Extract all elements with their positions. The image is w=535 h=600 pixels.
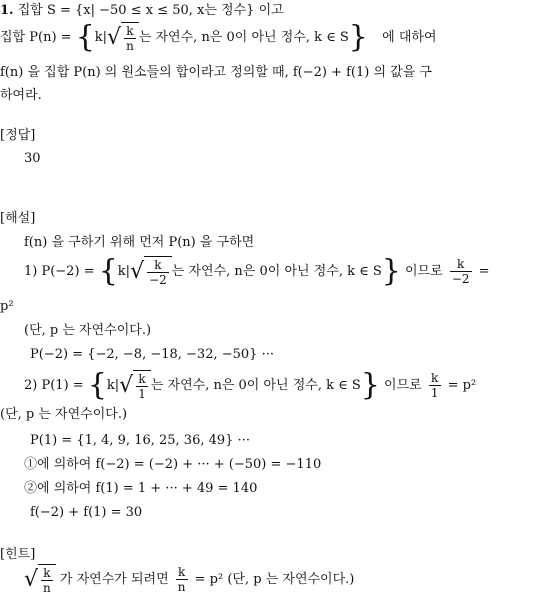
hint-tail: = p² (단, p 는 자연수이다.) bbox=[194, 572, 355, 587]
sqrt-radical: √ bbox=[130, 258, 145, 284]
brace-open: { bbox=[98, 253, 118, 289]
set-builder-k: k| bbox=[94, 30, 108, 45]
final-result: f(−2) + f(1) = 30 bbox=[30, 505, 143, 520]
fraction-denominator: −2 bbox=[451, 272, 470, 286]
fraction-k-over-neg2 bbox=[450, 257, 472, 286]
fraction-numerator: k bbox=[429, 371, 441, 386]
set-condition: 는 자연수, n은 0이 아닌 정수, k ∈ S bbox=[171, 264, 382, 279]
step-2-tail: 이므로 bbox=[384, 378, 422, 393]
step-1-set: P(−2) = {−2, −8, −18, −32, −50} ··· bbox=[30, 347, 274, 362]
sqrt-k-over-n bbox=[107, 22, 139, 53]
sqrt-numerator: k bbox=[124, 24, 136, 39]
step-2-note: (단, p 는 자연수이다.) bbox=[0, 407, 128, 422]
sqrt-k-over-1 bbox=[119, 370, 151, 401]
fraction-numerator: k bbox=[450, 257, 472, 272]
answer-label: [정답] bbox=[0, 128, 36, 143]
brace-open: { bbox=[75, 19, 95, 55]
hint-label: [힌트] bbox=[0, 547, 36, 562]
problem-text-3: f(n) 을 집합 P(n) 의 원소들의 합이라고 정의할 때, f(−2) + f(1) 의 값을 구 bbox=[0, 65, 432, 80]
step-1-wrap: p² bbox=[0, 299, 14, 314]
step-1-label: 1) P(−2) = bbox=[24, 264, 95, 279]
problem-line-3 bbox=[0, 64, 432, 82]
solution-label: [해설] bbox=[0, 211, 36, 226]
sqrt-radical: √ bbox=[119, 372, 134, 398]
fraction-denominator: 1 bbox=[430, 386, 439, 400]
fraction-numerator: k bbox=[176, 565, 188, 580]
hint-mid: 가 자연수가 되려면 bbox=[59, 572, 169, 587]
conclusion-1: ①에 의하여 f(−2) = (−2) + ··· + (−50) = −110 bbox=[24, 457, 322, 472]
problem-line-1 bbox=[0, 2, 284, 20]
sqrt-k-over-neg2 bbox=[130, 256, 172, 287]
set-builder-k: k| bbox=[117, 264, 131, 279]
problem-line-2 bbox=[0, 19, 437, 55]
sqrt-denominator: −2 bbox=[149, 273, 167, 287]
step-1-tail: 이므로 bbox=[405, 264, 443, 279]
brace-open: { bbox=[87, 367, 107, 403]
sqrt-k-over-n bbox=[24, 564, 56, 595]
step-2-line bbox=[24, 367, 477, 403]
brace-close: } bbox=[381, 253, 401, 289]
set-p-label: 집합 P(n) = bbox=[0, 30, 72, 45]
fraction-k-over-n bbox=[176, 565, 188, 594]
fraction-k-over-1 bbox=[429, 371, 441, 400]
problem-line-4 bbox=[0, 87, 42, 105]
brace-close: } bbox=[360, 367, 380, 403]
solution-intro: f(n) 을 구하기 위해 먼저 P(n) 을 구하면 bbox=[24, 235, 255, 250]
problem-number: 1. bbox=[0, 3, 14, 18]
set-condition: 는 자연수, n은 0이 아닌 정수, k ∈ S bbox=[150, 378, 361, 393]
sqrt-numerator: k bbox=[136, 372, 148, 387]
brace-close: } bbox=[348, 19, 368, 55]
sqrt-numerator: k bbox=[147, 258, 169, 273]
step-1-note: (단, p 는 자연수이다.) bbox=[24, 323, 152, 338]
step-2-set: P(1) = {1, 4, 9, 16, 25, 36, 49} ··· bbox=[30, 433, 250, 448]
problem-tail: 에 대하여 bbox=[382, 30, 437, 45]
hint-line bbox=[24, 564, 354, 595]
sqrt-radical: √ bbox=[107, 24, 122, 50]
problem-text-4: 하여라. bbox=[0, 88, 42, 103]
sqrt-numerator: k bbox=[41, 566, 53, 581]
fraction-denominator: n bbox=[177, 580, 186, 594]
step-1-equals: = bbox=[478, 264, 490, 279]
problem-text-1: 집합 S = {x| −50 ≤ x ≤ 50, x는 정수} 이고 bbox=[17, 3, 284, 18]
step-2-label: 2) P(1) = bbox=[24, 378, 84, 393]
sqrt-denominator: 1 bbox=[138, 387, 146, 401]
step-2-equals: = p² bbox=[447, 378, 477, 393]
sqrt-radical: √ bbox=[24, 566, 39, 592]
conclusion-2: ②에 의하여 f(1) = 1 + ··· + 49 = 140 bbox=[24, 481, 258, 496]
sqrt-denominator: n bbox=[43, 581, 51, 595]
answer-value: 30 bbox=[24, 151, 41, 166]
set-builder-k: k| bbox=[106, 378, 120, 393]
sqrt-denominator: n bbox=[126, 39, 134, 53]
set-condition: 는 자연수, n은 0이 아닌 정수, k ∈ S bbox=[138, 30, 349, 45]
step-1-line bbox=[24, 253, 490, 289]
